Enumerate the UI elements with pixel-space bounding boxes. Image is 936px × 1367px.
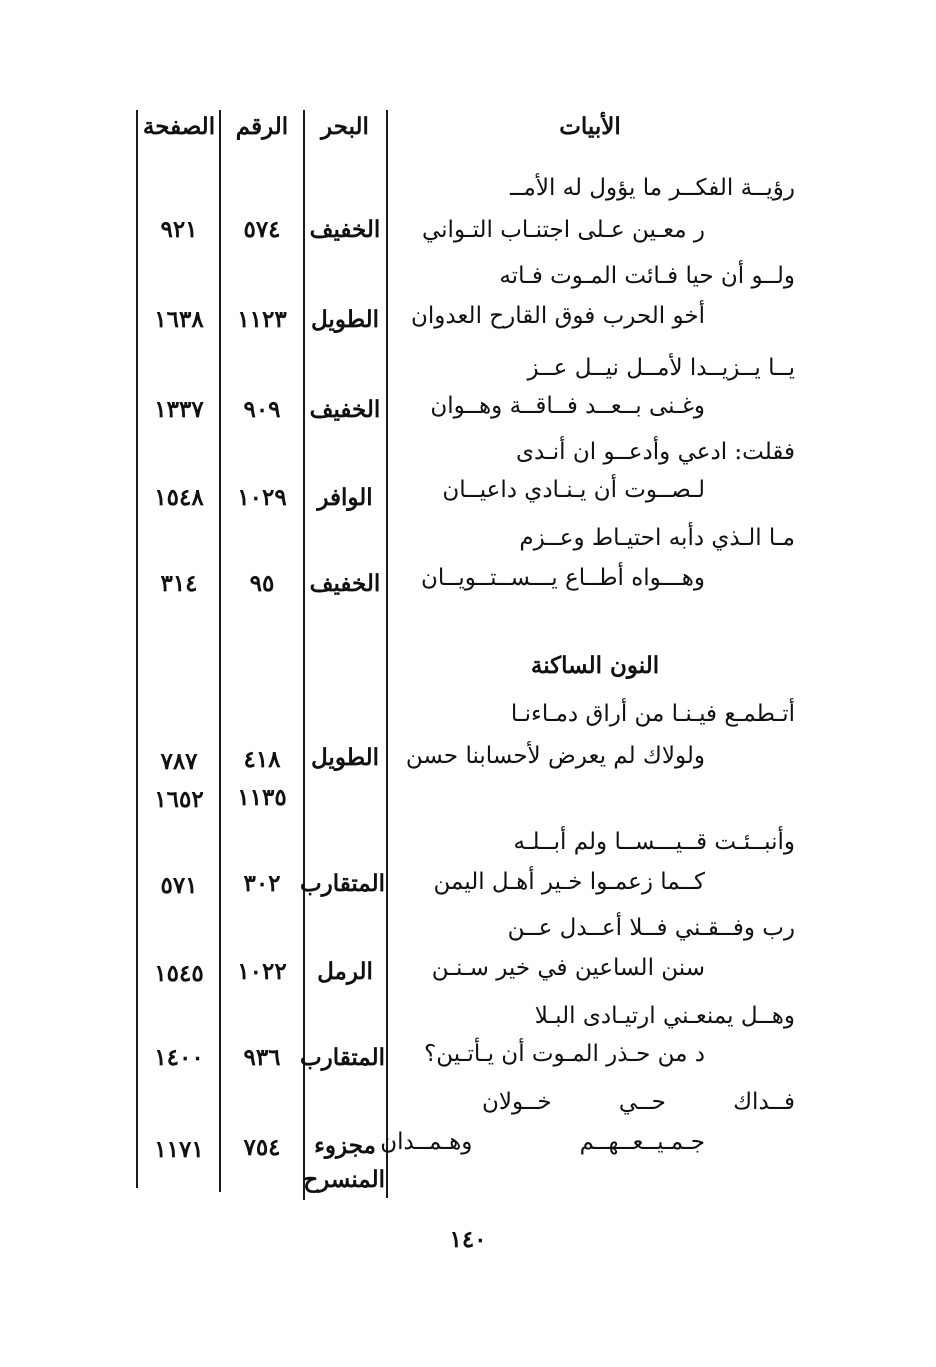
verse-first-hemistich: وأنبــئـت قــيـــســا ولم أبــلـه xyxy=(513,829,795,855)
verse-first-hemistich: رؤيــة الفكــر ما يؤول له الأمــ xyxy=(510,175,795,201)
number-cell: ٤١٨ xyxy=(243,746,281,773)
page-cell: ١٣٣٧ xyxy=(154,396,204,423)
header-meter: البحر xyxy=(321,113,369,140)
page-cell: ٥٧١ xyxy=(160,872,198,899)
rule-meter-number xyxy=(303,110,305,1200)
page-cell-secondary: ١٦٥٢ xyxy=(154,786,204,813)
meter-cell: المتقارب xyxy=(299,1044,385,1071)
verse-second-hemistich: سنن الساعين في خير سـنـن xyxy=(431,955,705,981)
verse-first-hemistich: ولــو أن حيا فـائت المـوت فـاته xyxy=(499,263,795,289)
meter-cell: الخفيف xyxy=(309,396,381,423)
meter-cell: الطويل xyxy=(311,306,379,333)
meter-cell: الطويل xyxy=(311,744,379,771)
number-cell: ٧٥٤ xyxy=(243,1134,281,1161)
number-cell: ٥٧٤ xyxy=(243,216,281,243)
number-cell: ١١٢٣ xyxy=(237,306,287,333)
meter-cell: الوافر xyxy=(317,484,373,511)
verse-second-hemistich: ولولاك لم يعرض لأحسابنا حسن xyxy=(405,743,705,769)
meter-cell: مجزوء xyxy=(314,1132,376,1159)
page-cell: ٩٢١ xyxy=(160,216,198,243)
page-cell: ١٥٤٥ xyxy=(154,960,204,987)
verse-second-hemistich: وهـــواه أطــاع يـــســتــويــان xyxy=(421,565,705,591)
number-cell-secondary: ١١٣٥ xyxy=(237,784,287,811)
verse-first-hemistich: يــا يــزيــدا لأمــل نيــل عــز xyxy=(527,355,795,381)
number-cell: ١٠٢٢ xyxy=(237,958,287,985)
rule-page-edge xyxy=(136,110,138,1188)
meter-cell: المتقارب xyxy=(299,870,385,897)
page-cell: ٣١٤ xyxy=(160,570,198,597)
verse-second-hemistich: أخو الحرب فوق القارح العدوان xyxy=(411,303,705,329)
section-title: النون الساكنة xyxy=(530,652,660,679)
meter-cell-continuation: المنسرح xyxy=(303,1166,385,1193)
verse-first-hemistich: فــداك حــي خــولان xyxy=(482,1089,795,1115)
meter-cell: الخفيف xyxy=(309,570,381,597)
verse-first-hemistich: وهــل يمنعـني ارتيـادى البـلا xyxy=(534,1003,795,1029)
number-cell: ٩٣٦ xyxy=(243,1044,281,1071)
page-cell: ١٤٠٠ xyxy=(154,1044,204,1071)
meter-cell: الخفيف xyxy=(309,216,381,243)
meter-cell: الرمل xyxy=(317,958,373,985)
verse-first-hemistich: فقلت: ادعي وأدعــو ان أنـدى xyxy=(515,439,795,465)
number-cell: ٣٠٢ xyxy=(243,870,281,897)
page-cell: ٧٨٧ xyxy=(160,748,198,775)
rule-verses-meter xyxy=(386,110,388,1198)
rule-number-page xyxy=(219,110,221,1192)
verse-second-hemistich: كــما زعمـوا خـير أهـل اليمن xyxy=(433,869,705,895)
number-cell: ٩٠٩ xyxy=(243,396,281,423)
verse-second-hemistich: جـمـيــعــهــم وهـمــدان xyxy=(380,1129,705,1155)
page-cell: ١١٧١ xyxy=(154,1136,204,1163)
page-cell: ١٦٣٨ xyxy=(154,306,204,333)
header-page: الصفحة xyxy=(142,113,216,140)
header-verses: الأبيات xyxy=(559,113,621,140)
number-cell: ١٠٢٩ xyxy=(237,484,287,511)
verse-first-hemistich: مـا الـذي دأبه احتيـاط وعــزم xyxy=(519,525,795,551)
page-cell: ١٥٤٨ xyxy=(154,484,204,511)
verse-first-hemistich: رب وفــقـني فــلا أعــدل عــن xyxy=(507,915,795,941)
number-cell: ٩٥ xyxy=(249,570,275,597)
verse-second-hemistich: لـصــوت أن يـنـادي داعيــان xyxy=(442,477,705,503)
header-number: الرقم xyxy=(235,113,289,140)
page-number: ١٤٠ xyxy=(449,1226,487,1253)
verse-second-hemistich: وغـنى بــعــد فــاقــة وهــوان xyxy=(430,393,705,419)
verse-second-hemistich: د من حـذر المـوت أن يـأتـين؟ xyxy=(424,1041,705,1067)
verse-second-hemistich: ر معـين عـلى اجتنـاب التـواني xyxy=(421,217,705,243)
verse-first-hemistich: أتـطمـع فيـنـا من أراق دمـاءنـا xyxy=(510,701,795,727)
